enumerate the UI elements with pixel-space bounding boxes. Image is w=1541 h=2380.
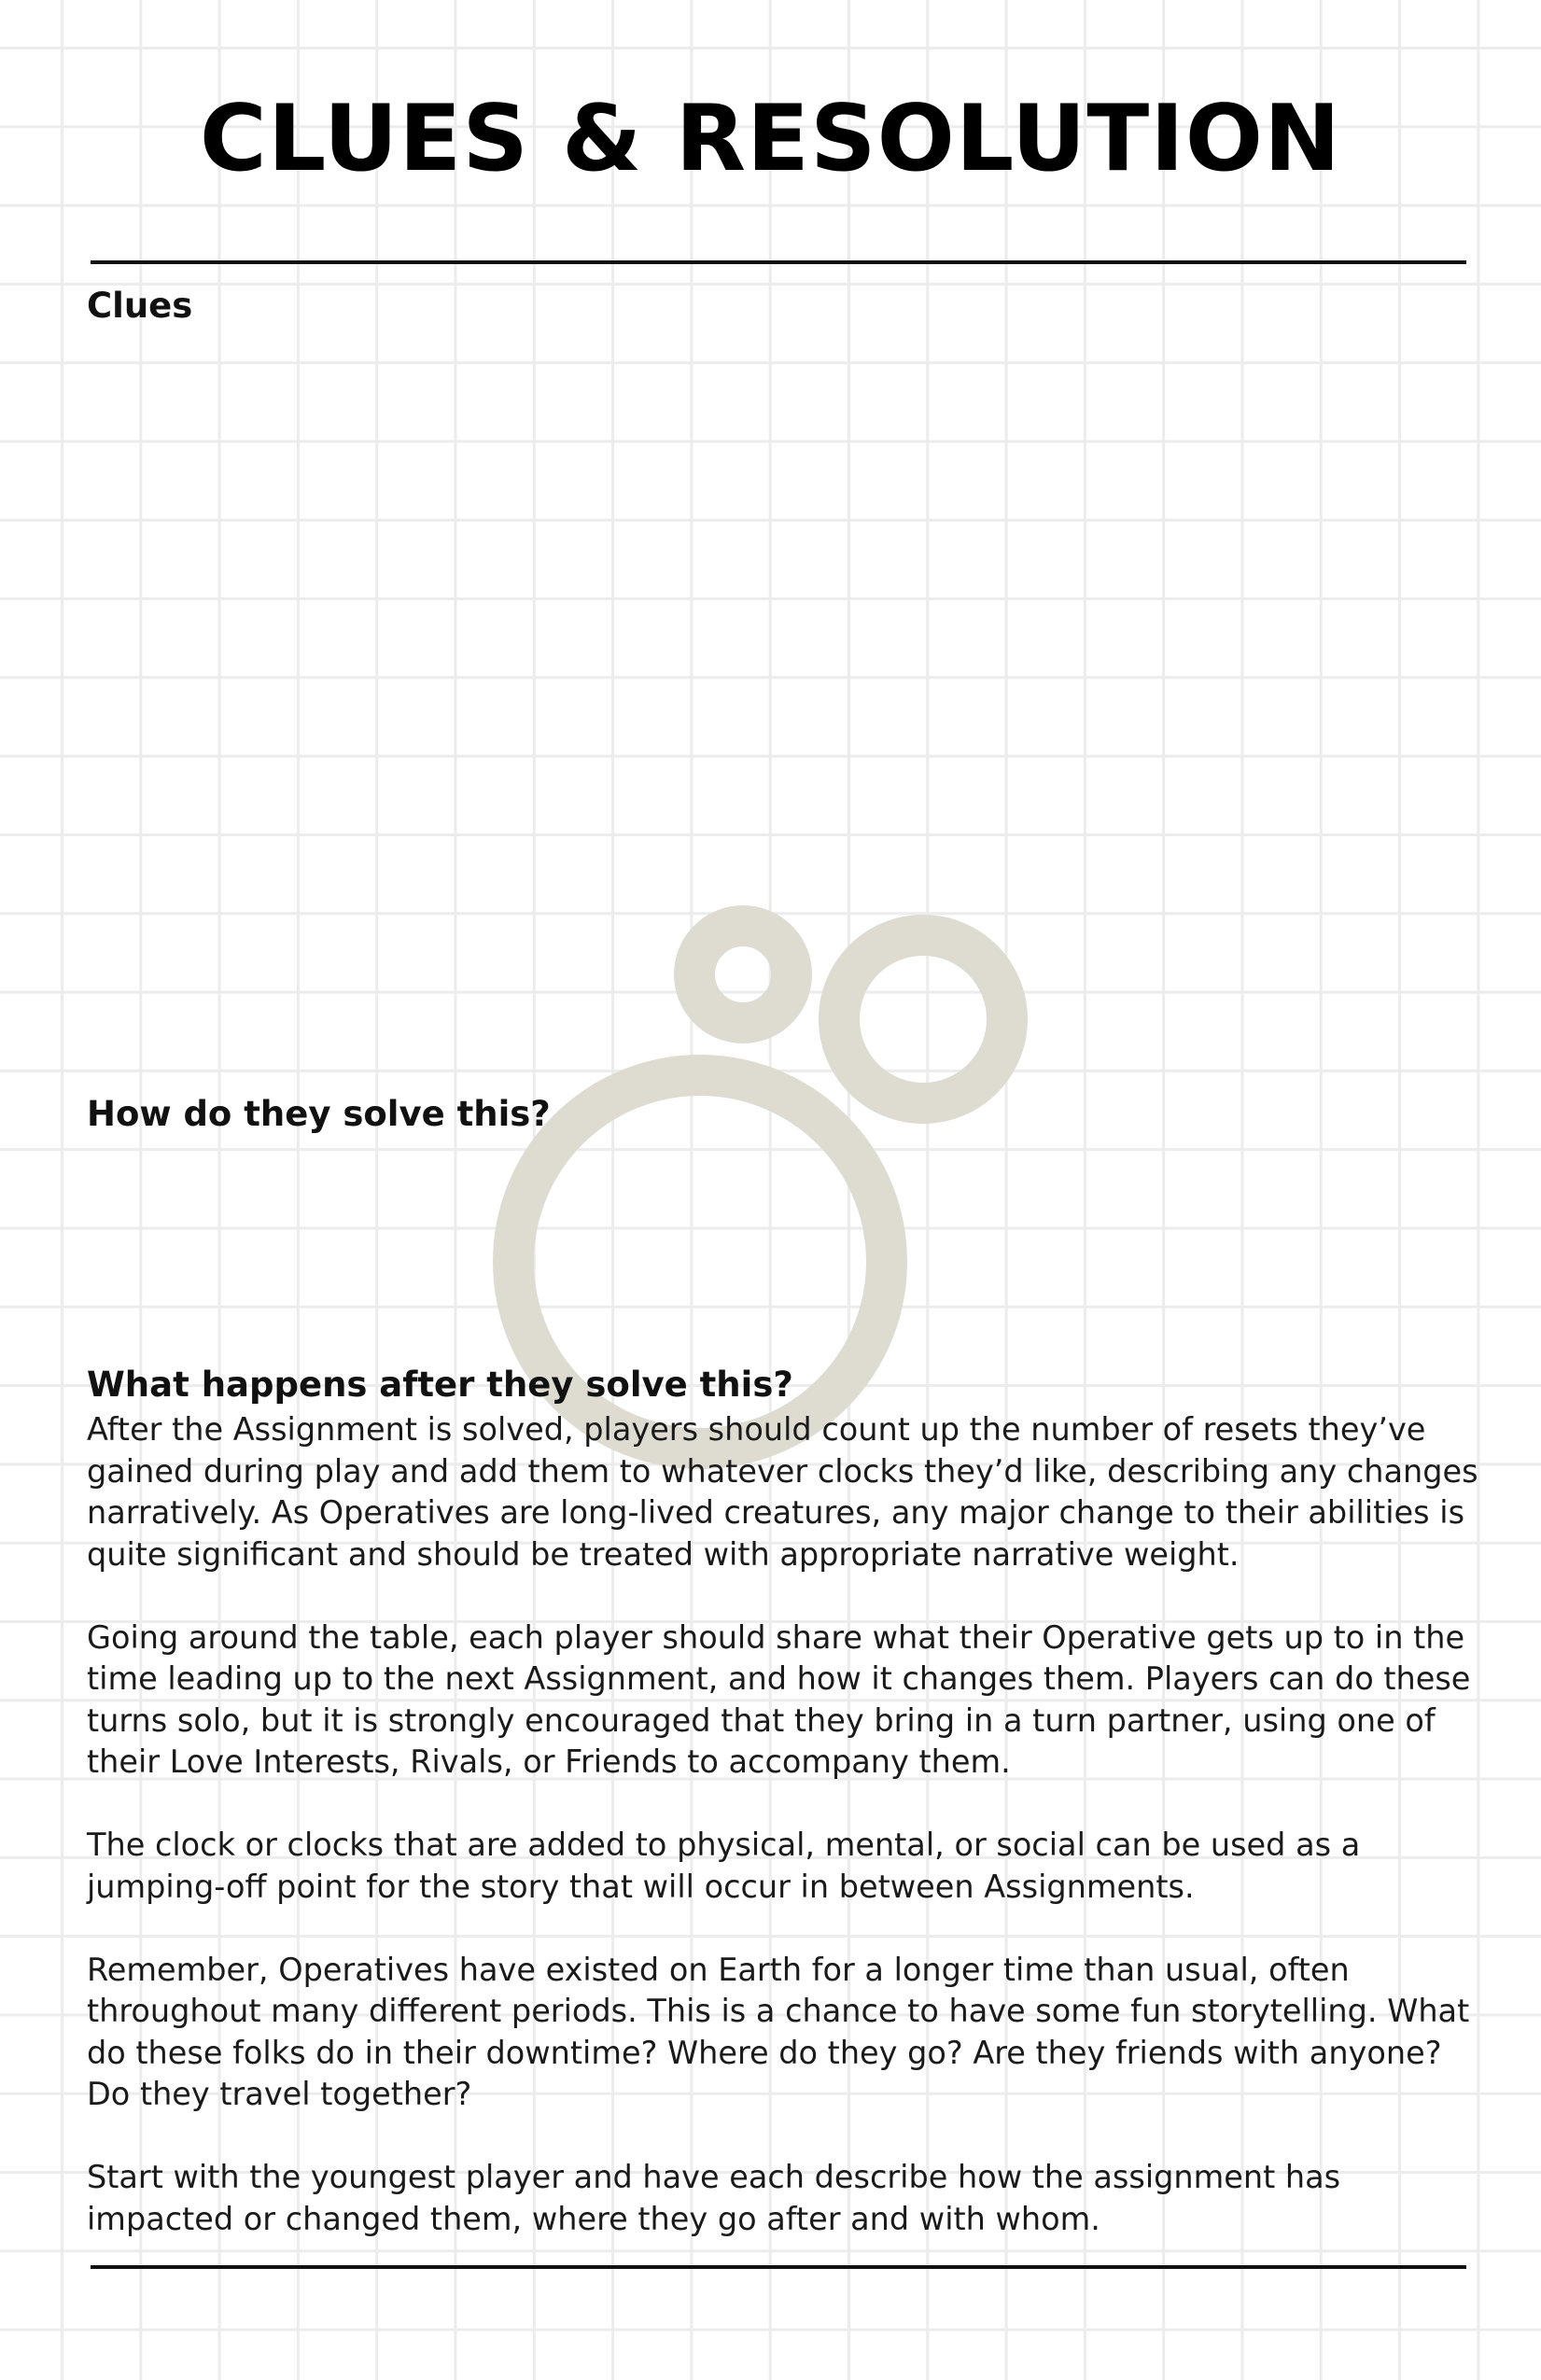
- solve-heading: How do they solve this?: [87, 1094, 551, 1134]
- after-heading: What happens after they solve this?: [87, 1365, 793, 1405]
- paragraph-remember: Remember, Operatives have existed on Earth for a longer time than usual, often throughout many different periods. This is a chance to have some fun storytelling. What do these folks do in their downtime? Where do they go? Are they friends with anyone? Do they travel together?: [87, 1951, 1470, 2112]
- paragraph-youngest: Start with the youngest player and have each describe how the assignment has impacted or changed them, where they go after and with whom.: [87, 2159, 1341, 2237]
- paragraph-around-table: Going around the table, each player should share what their Operative gets up to in the time leading up to the next Assignment, and how it changes them. Players can do these turns solo, but it is strongly encouraged that they bring in a turn partner, using one of their Love Interests, Rivals, or Friends to accompany them.: [87, 1618, 1471, 1780]
- paragraph-resets: After the Assignment is solved, players should count up the number of resets they’ve gained during play and add them to whatever clocks they’d like, describing any changes narratively. As Operatives are long-lived creatures, any major change to their abilities is quite significant and should be treated with appropriate narrative weight.: [87, 1411, 1478, 1573]
- top-divider: [91, 260, 1466, 264]
- clues-heading: Clues: [87, 286, 193, 326]
- bottom-divider: [91, 2265, 1466, 2269]
- after-body: [87, 1409, 1487, 2282]
- page-title: CLUES & RESOLUTION: [199, 86, 1342, 192]
- paragraph-clocks: The clock or clocks that are added to physical, mental, or social can be used as a jumping-off point for the story that will occur in between Assignments.: [87, 1827, 1361, 1905]
